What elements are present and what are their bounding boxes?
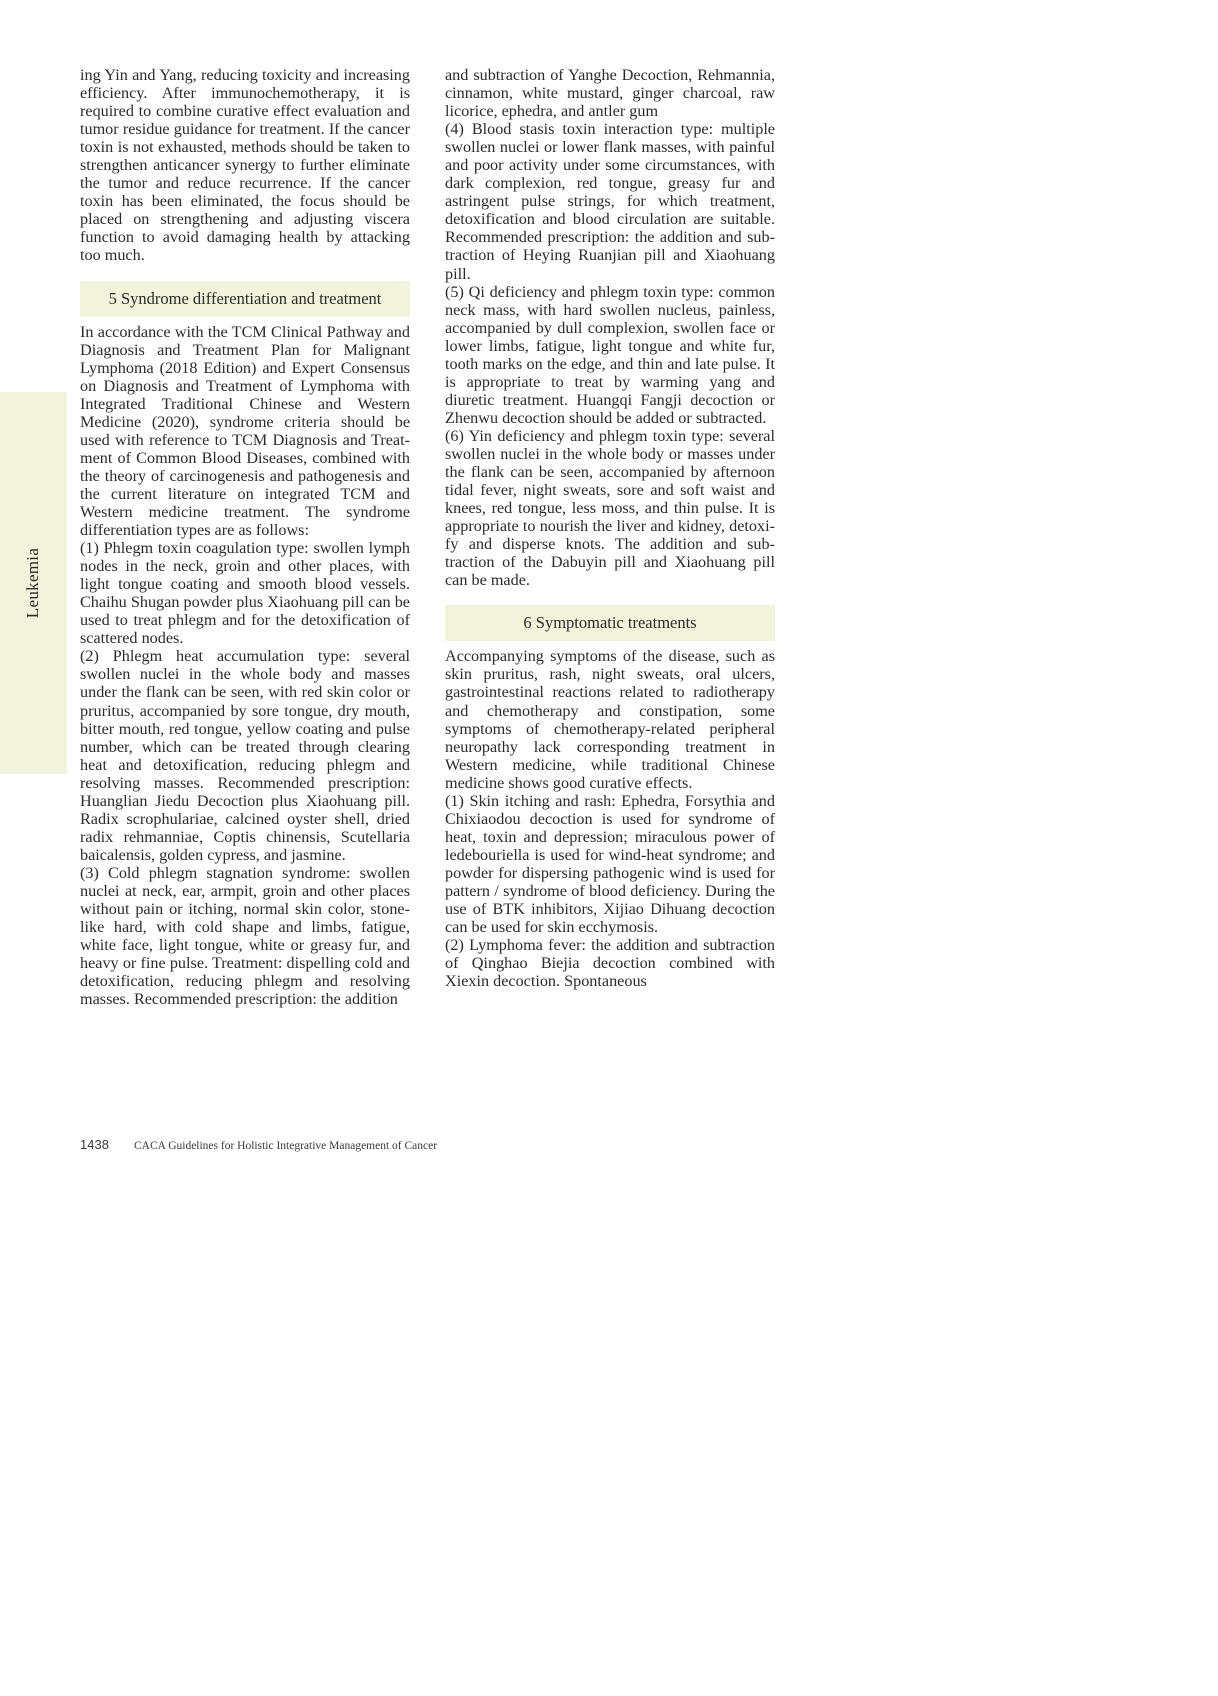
paragraph: In accordance with the TCM Clinical Pathway and Diagnosis and Treatment Plan for Malignant Lymphoma (2018 Edition) and Expert Consensus on Diagnosis and Treatment of Lymphoma with Integrated Traditional Chinese and Western Medicine (2020), syndrome criteria should be used with reference to TCM Diagnosis and Treatment of Common Blood Diseases, combined with the theory of carcinogenesis and pathogenesis and the current literature on integrated TCM and Western medicine treatment. The syndrome differentiation types are as follows: xyxy=(80,322,410,540)
section-heading-5: 5 Syndrome differentiation and treatment xyxy=(80,281,410,317)
intro-paragraph: ing Yin and Yang, reducing toxicity and increasing efficiency. After immunochemotherapy, it is required to combine curative effect evaluation and tumor residue guidance for treatment. If the cancer toxin is not exhausted, methods should be taken to strengthen anticancer synergy to further eliminate the tumor and reduce recurrence. If the cancer toxin has been eliminated, the focus should be placed on strengthening and adjusting viscera function to avoid damaging health by attacking too much. xyxy=(80,66,410,265)
section-heading-6: 6 Symptomatic treatments xyxy=(445,605,775,641)
paragraph: and subtraction of Yanghe Decoction, Rehmannia, cinnamon, white mustard, ginger charcoal, raw licorice, ephedra, and antler gum xyxy=(445,66,775,121)
right-column xyxy=(445,66,775,990)
page-footer xyxy=(80,1136,780,1154)
paragraph: (6) Yin deficiency and phlegm toxin type: several swollen nuclei in the whole body or masses under the flank can be seen, accompanied by afternoon tidal fever, night sweats, sore and soft waist and knees, red tongue, less moss, and thin pulse. It is appropriate to nourish the liver and kidney, detoxify and disperse knots. The addition and subtraction of the Dabuyin pill and Xiaohuang pill can be made. xyxy=(445,426,775,590)
paragraph: (1) Skin itching and rash: Ephedra, Forsythia and Chixiaodou decoction is used for syndrome of heat, toxin and depression; miraculous power of ledebouriella is used for wind-heat syndrome; and powder for dispersing pathogenic wind is used for pattern / syndrome of blood deficiency. During the use of BTK inhibitors, Xijiao Dihuang decoction can be used for skin ecchymosis. xyxy=(445,791,775,937)
paragraph: (4) Blood stasis toxin interaction type: multiple swollen nuclei or lower flank masses, with painful and poor activity under some circumstances, with dark complexion, red tongue, greasy fur and astringent pulse strings, for which treatment, detoxification and blood circulation are suitable. Recommended prescription: the addition and subtraction of Heying Ruanjian pill and Xiaohuang pill. xyxy=(445,120,775,283)
paragraph: (1) Phlegm toxin coagulation type: swollen lymph nodes in the neck, groin and other places, with light tongue coating and smooth blood vessels. Chaihu Shugan powder plus Xiaohuang pill can be used to treat phlegm and for the detoxification of scattered nodes. xyxy=(80,539,410,648)
page-number: 1438 xyxy=(80,1137,109,1152)
paragraph: (3) Cold phlegm stagnation syndrome: swollen nuclei at neck, ear, armpit, groin and other places without pain or itching, normal skin color, stone-like hard, with cold shape and limbs, fatigue, white face, light tongue, white or greasy fur, and heavy or fine pulse. Treatment: dispelling cold and detoxification, reducing phlegm and resolving masses. Recommended prescription: the addition xyxy=(80,863,410,1009)
side-tab-label: Leukemia xyxy=(23,547,42,619)
paragraph: Accompanying symptoms of the disease, such as skin pruritus, rash, night sweats, oral ulcers, gastrointestinal reactions related to radiotherapy and chemotherapy and constipation, some symptoms of chemotherapy-related peripheral neuropathy lack corresponding treatment in Western medicine, while traditional Chinese medicine shows good curative effects. xyxy=(445,647,775,792)
paragraph: (2) Lymphoma fever: the addition and subtraction of Qinghao Biejia decoction combined with Xiexin decoction. Spontaneous xyxy=(445,936,775,991)
paragraph: (2) Phlegm heat accumulation type: several swollen nuclei in the whole body and masses under the flank can be seen, with red skin color or pruritus, accompanied by sore tongue, dry mouth, bitter mouth, red tongue, yellow coating and pulse number, which can be treated through clearing heat and detoxification, reducing phlegm and resolving masses. Recommended prescription: Huanglian Jiedu Decoction plus Xiaohuang pill. Radix scrophulariae, calcined oyster shell, dried radix rehmanniae, Coptis chinensis, Scutellaria baicalensis, golden cypress, and jasmine. xyxy=(80,647,410,864)
paragraph: (5) Qi deficiency and phlegm toxin type: common neck mass, with hard swollen nucleus, painless, accompanied by dull complexion, swollen face or lower limbs, fatigue, light tongue and white fur, tooth marks on the edge, and thin and late pulse. It is appropriate to treat by warming yang and diuretic treatment. Huangqi Fangji decoction or Zhenwu decoction should be added or subtracted. xyxy=(445,282,775,427)
left-column xyxy=(80,66,410,1008)
journal-title: CACA Guidelines for Holistic Integrative Management of Cancer xyxy=(134,1140,438,1152)
